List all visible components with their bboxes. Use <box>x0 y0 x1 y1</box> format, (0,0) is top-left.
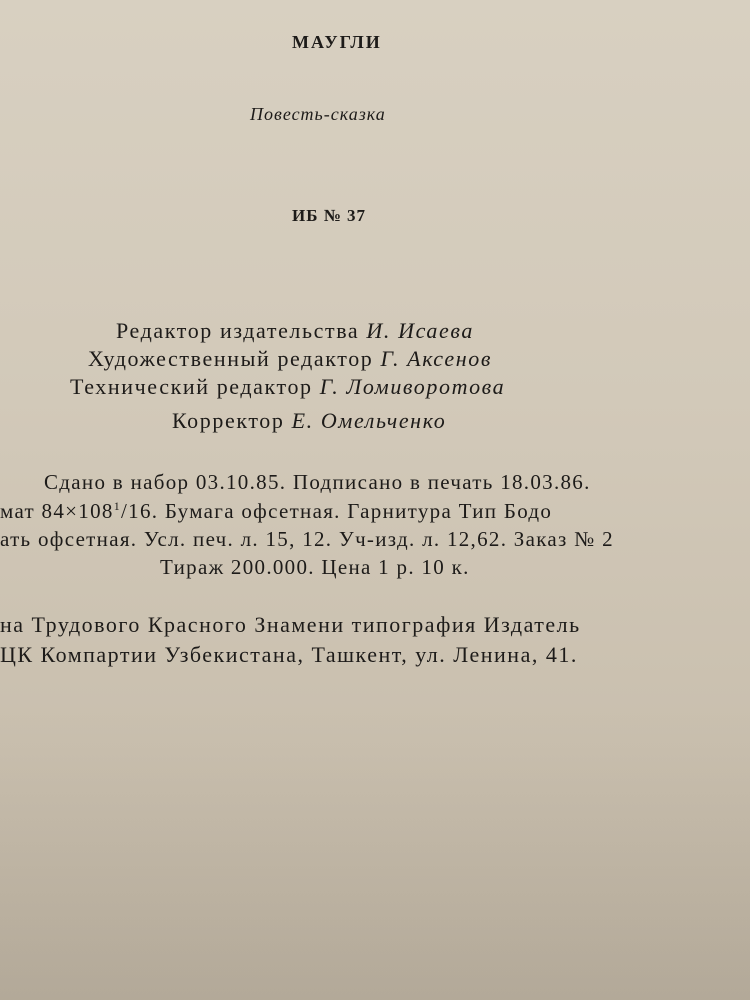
imprint-circulation-price: Тираж 200.000. Цена 1 р. 10 к. <box>160 555 470 579</box>
credit-art-editor <box>88 346 492 372</box>
printer-line-2: ЦК Компартии Узбекистана, Ташкент, ул. Ленина, 41. <box>0 642 578 667</box>
credit-name: Е. Омельченко <box>291 408 447 433</box>
imprint-format-suffix: /16. Бумага офсетная. Гарнитура Тип Бодо <box>121 499 553 523</box>
credit-role: Редактор издательства <box>116 318 360 343</box>
credit-role: Художественный редактор <box>88 346 374 371</box>
imprint-format-prefix: мат 84×108 <box>0 499 114 523</box>
credit-proofreader <box>172 408 446 434</box>
credit-name: Г. Ломиворотова <box>319 374 506 399</box>
book-subtitle: Повесть-сказка <box>250 104 386 124</box>
credit-publishing-editor <box>116 318 474 344</box>
imprint-dates: Сдано в набор 03.10.85. Подписано в печать 18.03.86. <box>44 470 591 494</box>
credit-technical-editor <box>70 374 505 400</box>
ib-number: ИБ № 37 <box>292 206 367 225</box>
page-shadow <box>0 700 750 1000</box>
book-title: МАУГЛИ <box>292 32 382 52</box>
imprint-format-sup: 1 <box>113 499 122 513</box>
credit-role: Технический редактор <box>70 374 313 399</box>
credit-role: Корректор <box>172 408 285 433</box>
credit-name: И. Исаева <box>366 318 474 343</box>
imprint-format <box>0 499 552 524</box>
imprint-print-details: ать офсетная. Усл. печ. л. 15, 12. Уч-изд. л. 12,62. Заказ № 2 <box>0 527 614 551</box>
printer-line-1: на Трудового Красного Знамени типография Издатель <box>0 612 581 637</box>
credit-name: Г. Аксенов <box>380 346 492 371</box>
